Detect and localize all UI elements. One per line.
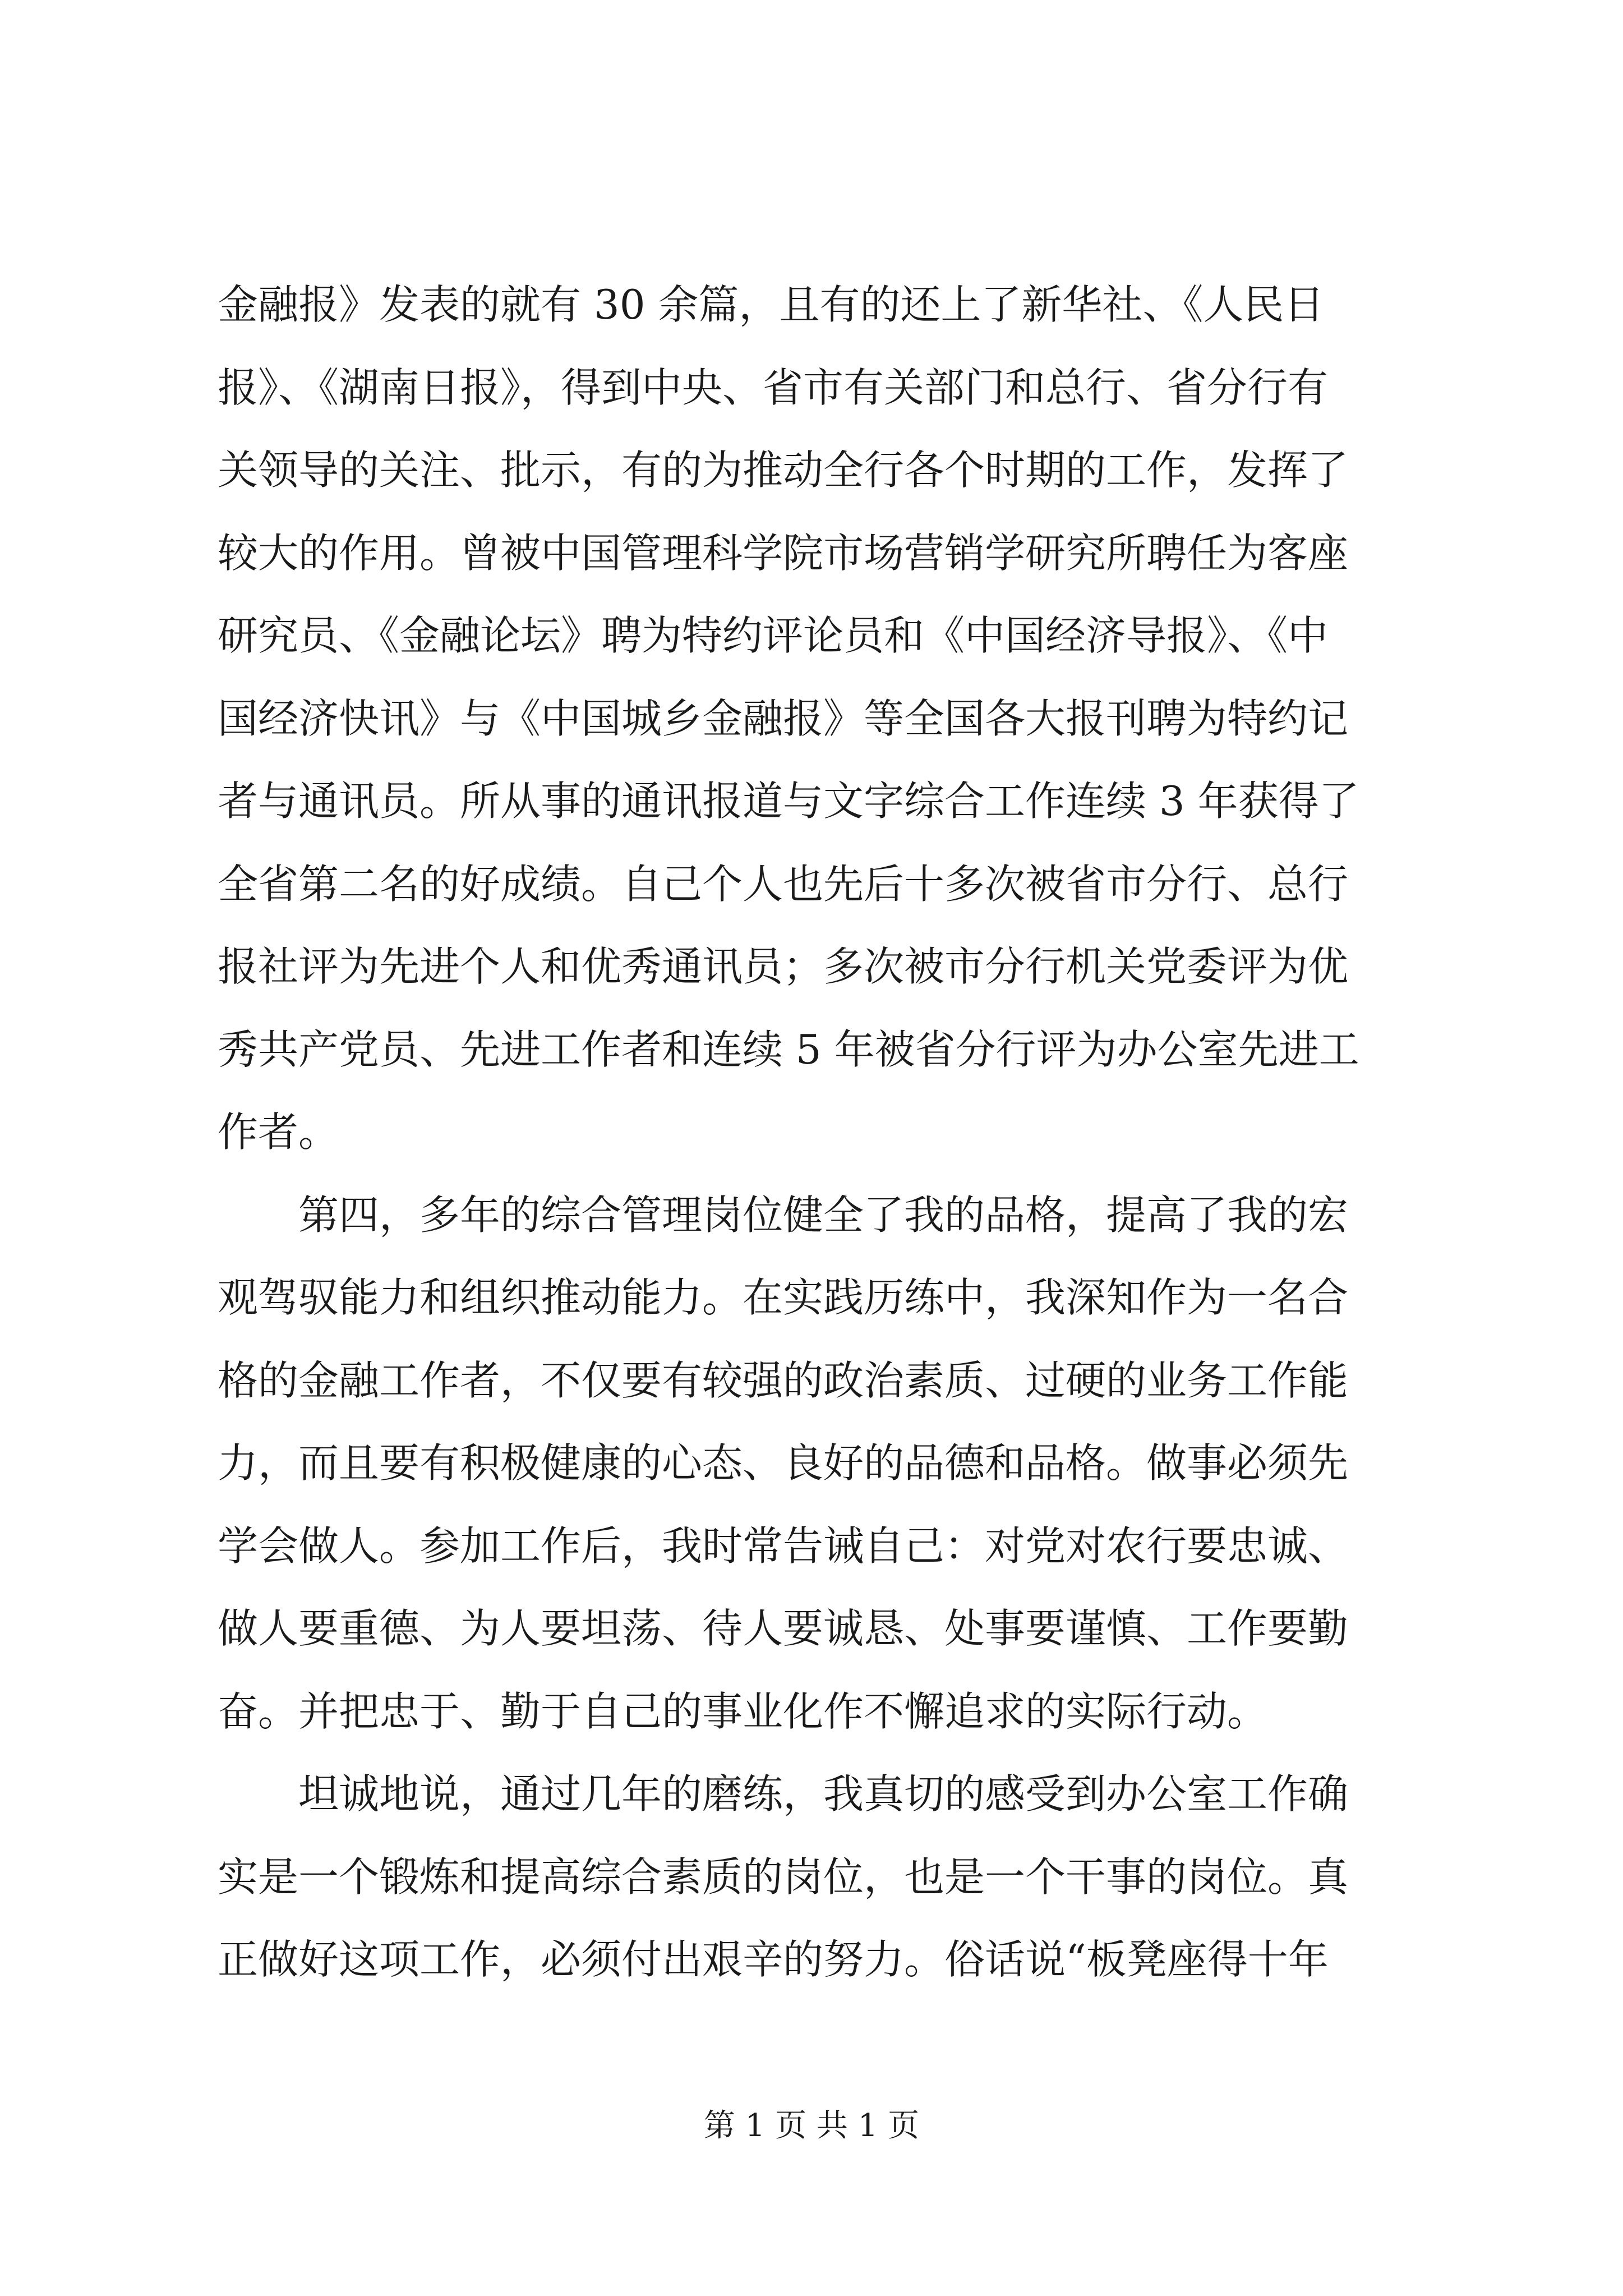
paragraph-start-line: 坦诚地说，通过几年的磨练，我真切的感受到办公室工作确 <box>218 1770 1349 1818</box>
paragraph-start-line: 第四，多年的综合管理岗位健全了我的品格，提高了我的宏 <box>218 1191 1349 1239</box>
text-line: 奋。并把忠于、勤于自己的事业化作不懈追求的实际行动。 <box>218 1687 1268 1735</box>
text-line: 正做好这项工作，必须付出艰辛的努力。俗话说“板凳座得十年 <box>218 1936 1329 1983</box>
text-line: 全省第二名的好成绩。自己个人也先后十多次被省市分行、总行 <box>218 860 1349 908</box>
text-line: 做人要重德、为人要坦荡、待人要诚恳、处事要谨慎、工作要勤 <box>218 1605 1349 1652</box>
text-line: 力，而且要有积极健康的心态、良好的品德和品格。做事必须先 <box>218 1439 1349 1487</box>
text-line: 实是一个锻炼和提高综合素质的岗位，也是一个干事的岗位。真 <box>218 1853 1349 1901</box>
page-footer <box>0 2101 1623 2146</box>
text-line: 报》、《湖南日报》，得到中央、省市有关部门和总行、省分行有 <box>218 364 1329 411</box>
text-line: 关领导的关注、批示，有的为推动全行各个时期的工作，发挥了 <box>218 447 1349 494</box>
text-line: 者与通讯员。所从事的通讯报道与文字综合工作连续 3 年获得了 <box>218 777 1359 825</box>
text-line: 报社评为先进个人和优秀通讯员；多次被市分行机关党委评为优 <box>218 943 1349 990</box>
page-number-label: 第 1 页 共 1 页 <box>703 2108 920 2144</box>
text-line: 较大的作用。曾被中国管理科学院市场营销学研究所聘任为客座 <box>218 529 1349 577</box>
text-line: 作者。 <box>218 1108 339 1156</box>
text-line: 观驾驭能力和组织推动能力。在实践历练中，我深知作为一名合 <box>218 1274 1349 1321</box>
body-text <box>218 264 1412 2001</box>
text-line: 秀共产党员、先进工作者和连续 5 年被省分行评为办公室先进工 <box>218 1025 1359 1073</box>
text-line: 格的金融工作者，不仅要有较强的政治素质、过硬的业务工作能 <box>218 1356 1349 1404</box>
text-line: 学会做人。参加工作后，我时常告诫自己：对党对农行要忠诚、 <box>218 1522 1349 1570</box>
text-line: 金融报》发表的就有 30 余篇，且有的还上了新华社、《人民日 <box>218 281 1325 328</box>
text-line: 国经济快讯》与《中国城乡金融报》等全国各大报刊聘为特约记 <box>218 694 1349 742</box>
text-line: 研究员、《金融论坛》聘为特约评论员和《中国经济导报》、《中 <box>218 612 1329 659</box>
